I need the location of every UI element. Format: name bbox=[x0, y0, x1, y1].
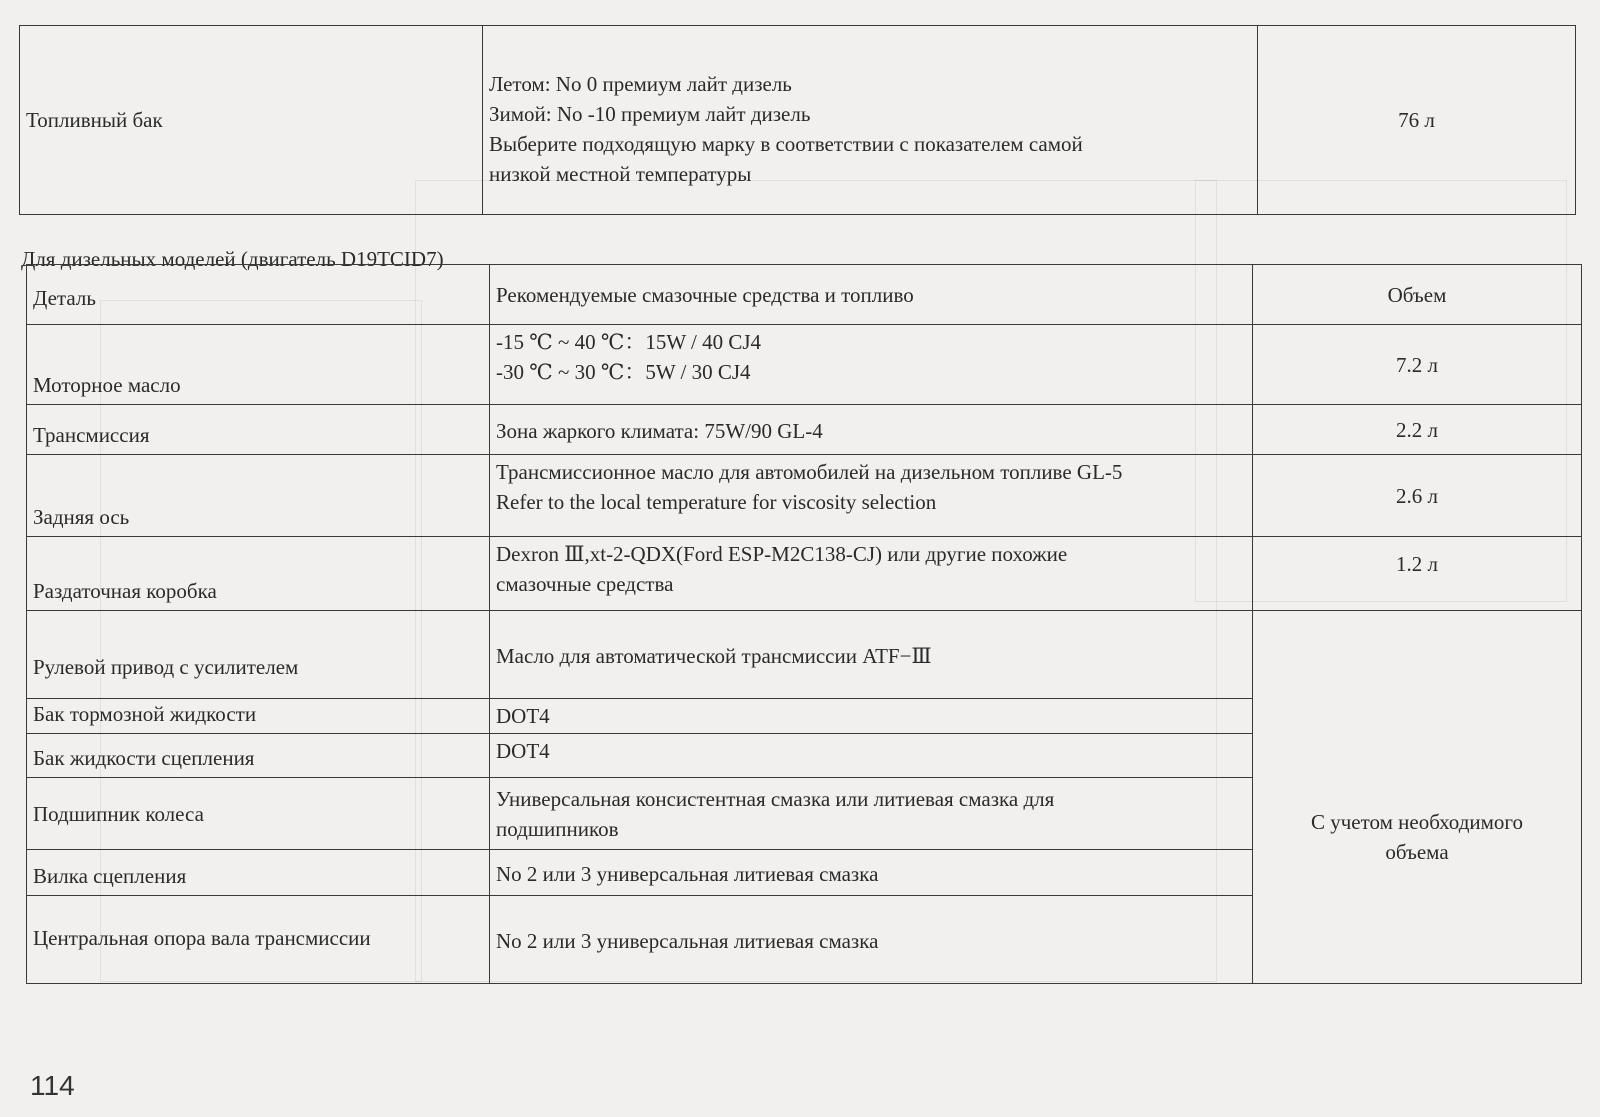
merged-volume-cell bbox=[1253, 611, 1582, 984]
fuel-tank-table bbox=[19, 25, 1576, 215]
volume-cell bbox=[1253, 405, 1582, 455]
volume-value: 2.6 л bbox=[1396, 483, 1438, 508]
recommendation-line: Трансмиссионное масло для автомобилей на дизельном топливе GL-5 bbox=[496, 460, 1123, 484]
recommendation-cell bbox=[490, 325, 1253, 405]
table-row bbox=[27, 611, 1582, 699]
recommendation-line: DOT4 bbox=[496, 704, 550, 728]
volume-value: 7.2 л bbox=[1396, 352, 1438, 377]
recommendation-cell bbox=[483, 26, 1258, 215]
recommendation-line: No 2 или 3 универсальная литиевая смазка bbox=[496, 928, 879, 953]
part-cell bbox=[27, 850, 490, 896]
table-row bbox=[27, 325, 1582, 405]
header-volume bbox=[1253, 265, 1582, 325]
volume-value: 2.2 л bbox=[1396, 417, 1438, 442]
lubricants-table bbox=[26, 264, 1582, 984]
recommendation-cell bbox=[490, 778, 1253, 850]
part-cell bbox=[27, 896, 490, 984]
recommendation-line: Летом: No 0 премиум лайт дизель bbox=[489, 72, 792, 96]
recommendation-cell bbox=[490, 455, 1253, 537]
part-cell bbox=[27, 734, 490, 778]
recommendation-line: -15 ℃ ~ 40 ℃：15W / 40 CJ4 bbox=[496, 330, 762, 354]
recommendation-line: смазочные средства bbox=[496, 572, 674, 596]
part-name: Вилка сцепления bbox=[33, 864, 187, 888]
table-row bbox=[27, 405, 1582, 455]
table-row bbox=[27, 455, 1582, 537]
header-volume-label: Объем bbox=[1387, 282, 1447, 307]
part-name: Бак жидкости сцепления bbox=[33, 746, 255, 770]
recommendation-line: Dexron Ⅲ,xt-2-QDX(Ford ESP-M2C138-CJ) или другие похожие bbox=[496, 542, 1068, 566]
section-title: Для дизельных моделей (двигатель D19TCID7) bbox=[21, 247, 444, 271]
recommendation-cell bbox=[490, 850, 1253, 896]
part-cell bbox=[27, 405, 490, 455]
header-part-label: Деталь bbox=[33, 285, 96, 310]
part-cell bbox=[27, 778, 490, 850]
table-row bbox=[27, 537, 1582, 611]
part-cell bbox=[27, 455, 490, 537]
part-name: Задняя ось bbox=[33, 505, 130, 529]
recommendation-line: Универсальная консистентная смазка или литиевая смазка для bbox=[496, 787, 1055, 811]
table-row bbox=[20, 26, 1576, 215]
volume-value: 1.2 л bbox=[1396, 552, 1438, 576]
header-recommended-label: Рекомендуемые смазочные средства и топливо bbox=[496, 282, 914, 307]
part-cell bbox=[27, 611, 490, 699]
header-recommended bbox=[490, 265, 1253, 325]
part-cell bbox=[20, 26, 483, 215]
recommendation-cell bbox=[490, 537, 1253, 611]
volume-cell bbox=[1258, 26, 1576, 215]
recommendation-line: DOT4 bbox=[496, 739, 550, 763]
merged-volume-line: объема bbox=[1385, 840, 1449, 864]
part-cell bbox=[27, 537, 490, 611]
recommendation-line: No 2 или 3 универсальная литиевая смазка bbox=[496, 861, 879, 886]
part-cell bbox=[27, 699, 490, 734]
volume-cell bbox=[1253, 455, 1582, 537]
volume-value: 76 л bbox=[1398, 108, 1435, 132]
part-name: Подшипник колеса bbox=[33, 802, 204, 826]
merged-volume-line: С учетом необходимого bbox=[1310, 810, 1524, 834]
recommendation-cell bbox=[490, 405, 1253, 455]
recommendation-line: Зона жаркого климата: 75W/90 GL-4 bbox=[496, 418, 823, 443]
recommendation-cell bbox=[490, 734, 1253, 778]
recommendation-line: Выберите подходящую марку в соответствии с показателем самой bbox=[489, 132, 1083, 156]
volume-cell bbox=[1253, 537, 1582, 611]
page-number: 114 bbox=[30, 1070, 75, 1101]
part-name: Центральная опора вала трансмиссии bbox=[33, 925, 371, 950]
part-name: Бак тормозной жидкости bbox=[33, 702, 257, 726]
recommendation-cell bbox=[490, 611, 1253, 699]
recommendation-line: Масло для автоматической трансмиссии ATF−Ⅲ bbox=[496, 643, 932, 668]
part-name: Моторное масло bbox=[33, 373, 181, 397]
volume-cell bbox=[1253, 325, 1582, 405]
recommendation-line: -30 ℃ ~ 30 ℃：5W / 30 CJ4 bbox=[496, 360, 751, 384]
recommendation-line: подшипников bbox=[496, 817, 619, 841]
recommendation-cell bbox=[490, 699, 1253, 734]
table-header-row bbox=[27, 265, 1582, 325]
part-name: Топливный бак bbox=[26, 108, 163, 132]
part-name: Рулевой привод с усилителем bbox=[33, 655, 299, 679]
recommendation-line: Зимой: No -10 премиум лайт дизель bbox=[489, 102, 811, 126]
part-name: Раздаточная коробка bbox=[33, 579, 217, 603]
recommendation-cell bbox=[490, 896, 1253, 984]
header-part bbox=[27, 265, 490, 325]
recommendation-line: низкой местной температуры bbox=[489, 162, 752, 186]
part-cell bbox=[27, 325, 490, 405]
part-name: Трансмиссия bbox=[33, 423, 150, 447]
recommendation-line: Refer to the local temperature for viscosity selection bbox=[496, 490, 937, 514]
